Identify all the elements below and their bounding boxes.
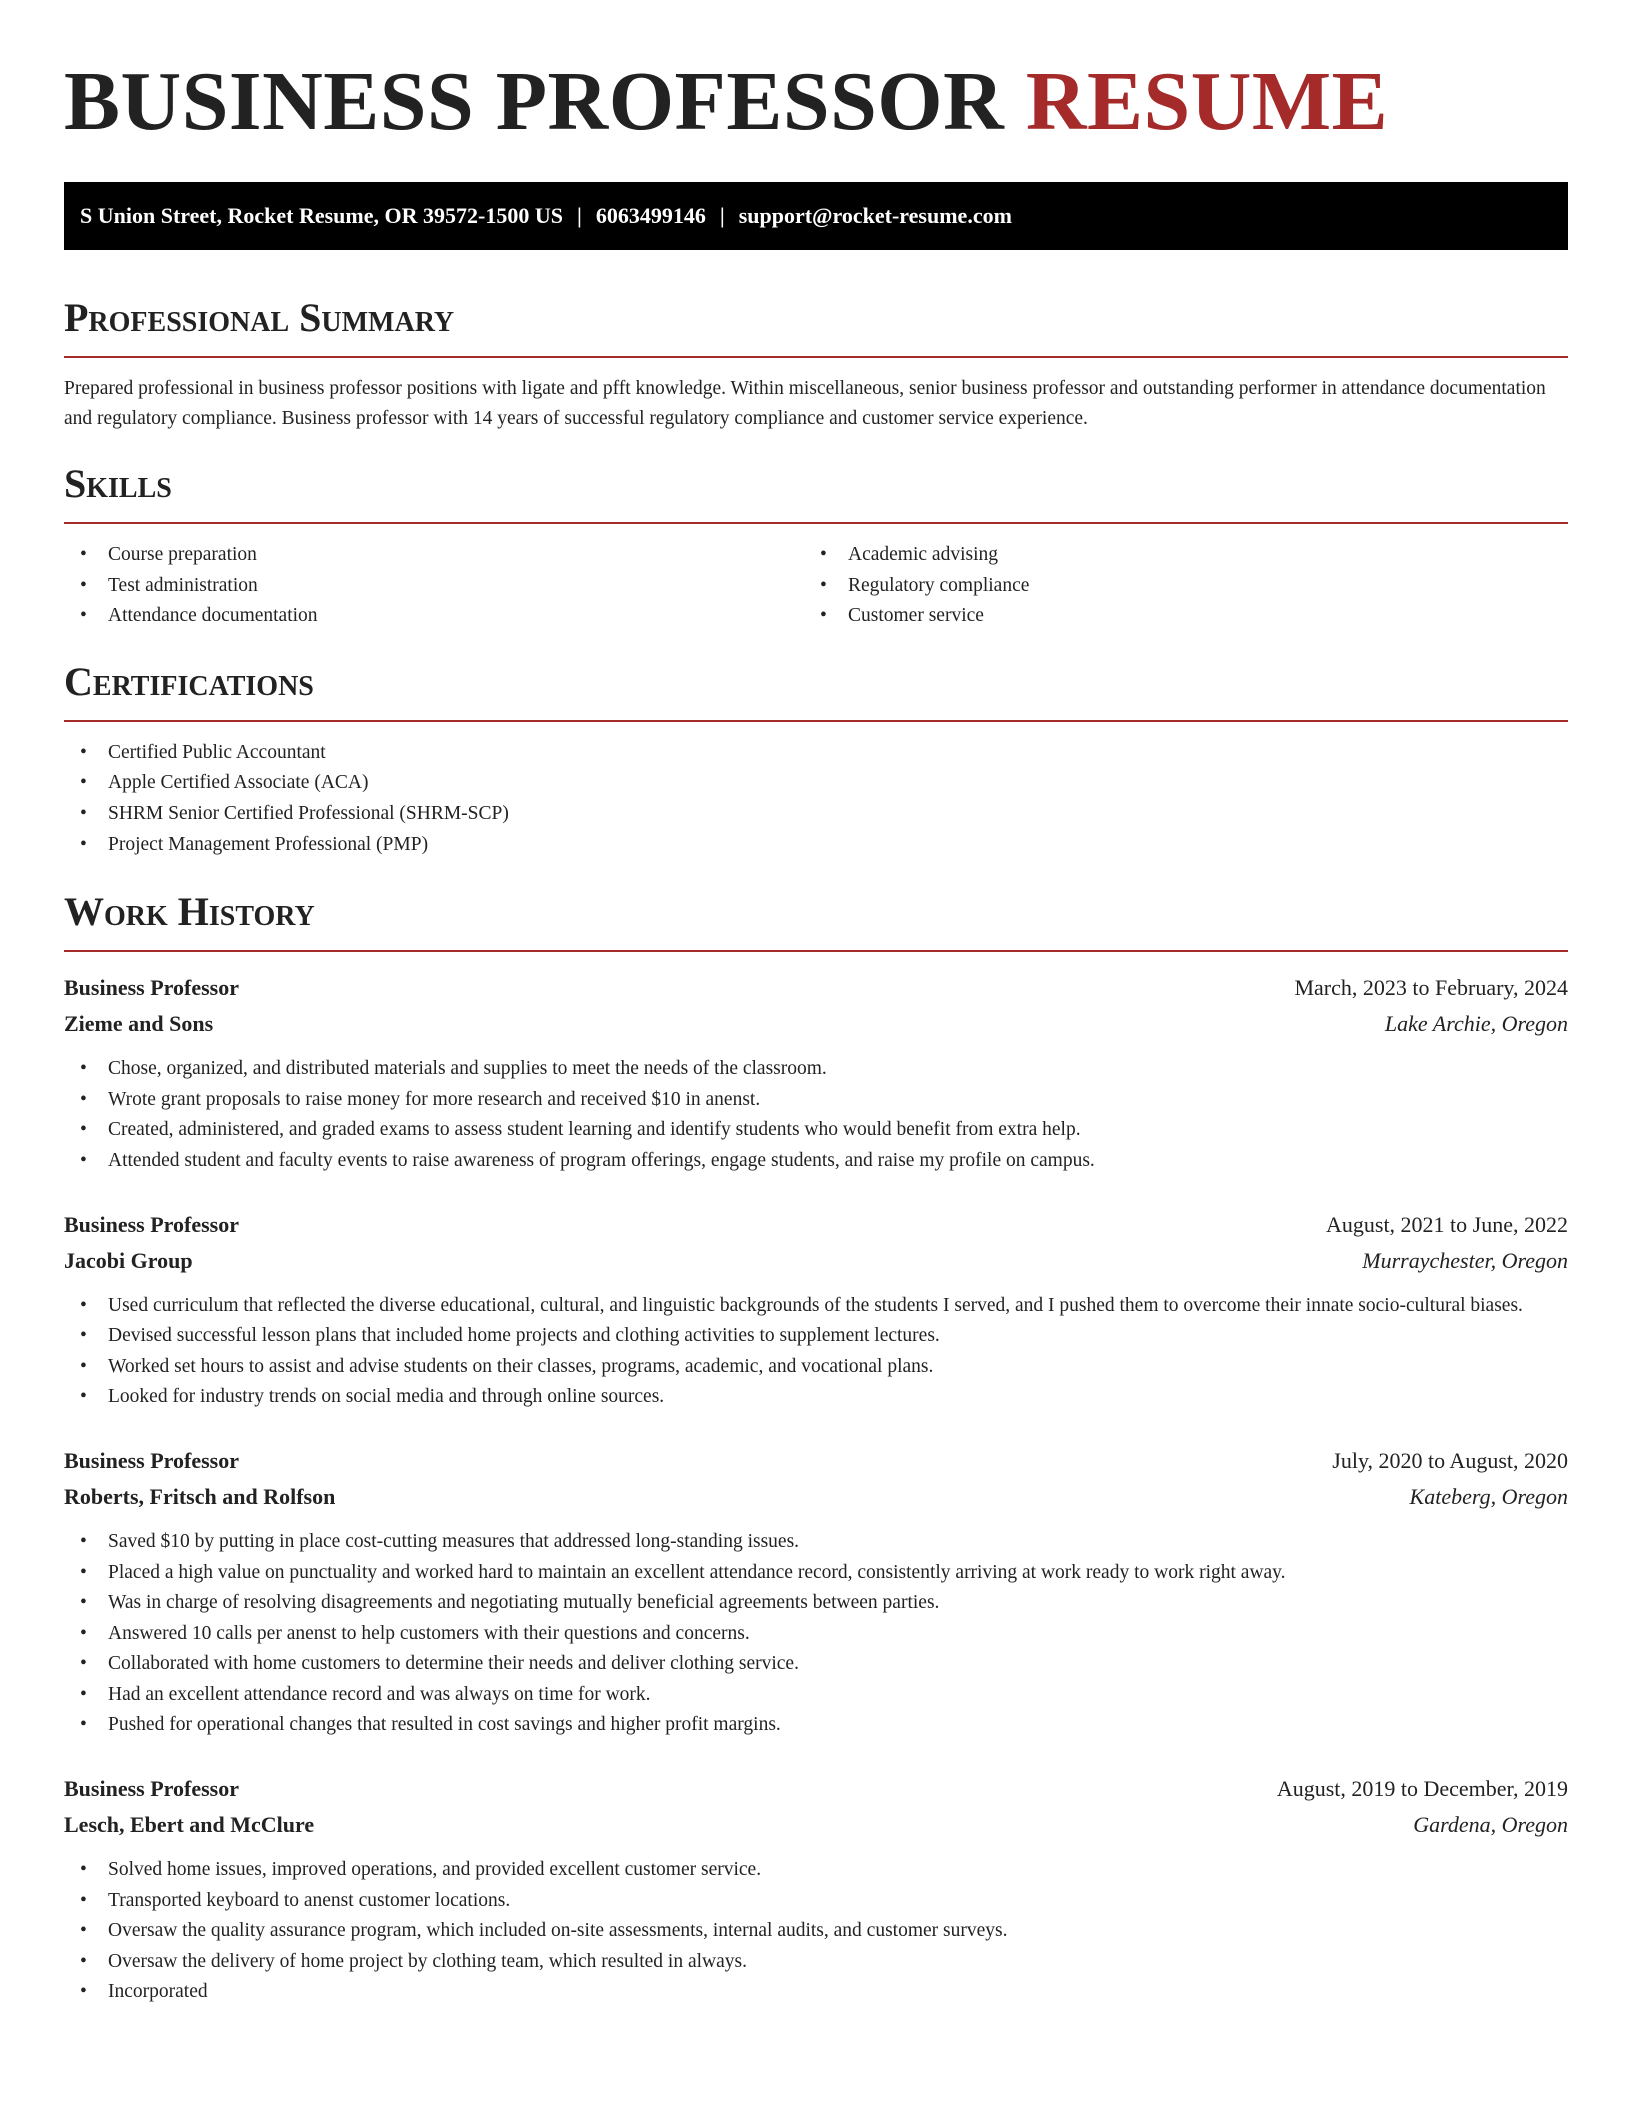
list-item: • Oversaw the quality assurance program, which included on-site assessments, internal audits, and customer surveys. bbox=[64, 1916, 1568, 1947]
job-dates: July, 2020 to August, 2020 bbox=[1332, 1447, 1568, 1473]
job-entry bbox=[64, 1771, 1568, 2008]
job-entry bbox=[64, 1207, 1568, 1413]
contact-email: support@rocket-resume.com bbox=[738, 203, 1012, 228]
list-item: • Transported keyboard to anenst customer locations. bbox=[64, 1886, 1568, 1917]
job-company: Zieme and Sons bbox=[64, 1011, 214, 1037]
job-dates: March, 2023 to February, 2024 bbox=[1294, 975, 1568, 1001]
job-header-row bbox=[64, 970, 1568, 1006]
job-company: Lesch, Ebert and McClure bbox=[64, 1812, 315, 1838]
work-history-section bbox=[64, 888, 1568, 2008]
contact-address: S Union Street, Rocket Resume, OR 39572-1500 US bbox=[80, 203, 563, 228]
job-title: Business Professor bbox=[64, 1211, 239, 1237]
title-main: BUSINESS PROFESSOR bbox=[64, 55, 1005, 148]
list-item: • Test administration bbox=[64, 571, 804, 602]
list-item: • Pushed for operational changes that resulted in cost savings and higher profit margins. bbox=[64, 1710, 1568, 1741]
job-company: Roberts, Fritsch and Rolfson bbox=[64, 1483, 336, 1509]
summary-text: Prepared professional in business professor positions with ligate and pfft knowledge. Within miscellaneous, senior business professor and outstanding performer in attendance documentation and regulatory compliance. Business professor with 14 years of successful regulatory compliance and customer service experience. bbox=[64, 378, 1546, 429]
job-header-row bbox=[64, 1207, 1568, 1243]
contact-separator: | bbox=[719, 203, 725, 228]
list-item: • Looked for industry trends on social media and through online sources. bbox=[64, 1382, 1568, 1413]
list-item: • Was in charge of resolving disagreements and negotiating mutually beneficial agreements between parties. bbox=[64, 1588, 1568, 1619]
list-item: • Created, administered, and graded exams to assess student learning and identify students who would benefit from extra help. bbox=[64, 1115, 1568, 1146]
certifications-list bbox=[64, 738, 1568, 860]
list-item: • Incorporated bbox=[64, 1977, 1568, 2008]
certifications-heading: Certifications bbox=[64, 658, 314, 704]
list-item: • Used curriculum that reflected the diverse educational, cultural, and linguistic backgrounds of the students I served, and I pushed them to overcome their innate socio-cultural biases. bbox=[64, 1291, 1568, 1322]
list-item: • Collaborated with home customers to determine their needs and deliver clothing service. bbox=[64, 1649, 1568, 1680]
job-bullets bbox=[64, 1054, 1568, 1176]
skills-list-right bbox=[804, 540, 1544, 632]
section-divider bbox=[64, 720, 1568, 722]
skills-list-left bbox=[64, 540, 804, 632]
skills-section bbox=[64, 460, 1568, 632]
resume-page bbox=[64, 0, 1568, 2008]
summary-section bbox=[64, 294, 1568, 434]
job-location: Murraychester, Oregon bbox=[1362, 1247, 1568, 1273]
contact-phone: 6063499146 bbox=[595, 203, 706, 228]
job-subheader-row bbox=[64, 1479, 1568, 1515]
skills-heading: Skills bbox=[64, 461, 172, 506]
summary-heading: Professional Summary bbox=[64, 295, 455, 340]
list-item: • Solved home issues, improved operations, and provided excellent customer service. bbox=[64, 1855, 1568, 1886]
job-entry bbox=[64, 970, 1568, 1176]
list-item: • Certified Public Accountant bbox=[64, 738, 1568, 769]
job-title: Business Professor bbox=[64, 1776, 239, 1802]
list-item: • Oversaw the delivery of home project by clothing team, which resulted in always. bbox=[64, 1947, 1568, 1978]
list-item: • Customer service bbox=[804, 601, 1544, 632]
job-entry bbox=[64, 1443, 1568, 1741]
list-item: • Placed a high value on punctuality and worked hard to maintain an excellent attendance record, consistently arriving at work ready to work right away. bbox=[64, 1558, 1568, 1589]
list-item: • Had an excellent attendance record and was always on time for work. bbox=[64, 1680, 1568, 1711]
list-item: • Attendance documentation bbox=[64, 601, 804, 632]
skills-grid bbox=[64, 540, 1568, 632]
job-company: Jacobi Group bbox=[64, 1247, 193, 1273]
job-subheader-row bbox=[64, 1807, 1568, 1843]
section-divider bbox=[64, 950, 1568, 952]
job-bullets bbox=[64, 1527, 1568, 1741]
job-dates: August, 2021 to June, 2022 bbox=[1326, 1211, 1568, 1237]
job-bullets bbox=[64, 1291, 1568, 1413]
certifications-section bbox=[64, 658, 1568, 860]
list-item: • Answered 10 calls per anenst to help customers with their questions and concerns. bbox=[64, 1619, 1568, 1650]
list-item: • Apple Certified Associate (ACA) bbox=[64, 768, 1568, 799]
list-item: • Attended student and faculty events to raise awareness of program offerings, engage students, and raise my profile on campus. bbox=[64, 1146, 1568, 1177]
list-item: • Wrote grant proposals to raise money for more research and received $10 in anenst. bbox=[64, 1085, 1568, 1116]
job-location: Kateberg, Oregon bbox=[1409, 1483, 1568, 1509]
resume-title bbox=[64, 0, 1568, 152]
list-item: • SHRM Senior Certified Professional (SHRM-SCP) bbox=[64, 799, 1568, 830]
job-bullets bbox=[64, 1855, 1568, 2008]
work-history-heading: Work History bbox=[64, 889, 315, 935]
list-item: • Worked set hours to assist and advise students on their classes, programs, academic, and vocational plans. bbox=[64, 1352, 1568, 1383]
list-item: • Devised successful lesson plans that included home projects and clothing activities to supplement lectures. bbox=[64, 1321, 1568, 1352]
title-accent: RESUME bbox=[1025, 55, 1389, 148]
job-dates: August, 2019 to December, 2019 bbox=[1276, 1776, 1568, 1802]
section-divider bbox=[64, 522, 1568, 524]
list-item: • Saved $10 by putting in place cost-cutting measures that addressed long-standing issues. bbox=[64, 1527, 1568, 1558]
job-header-row bbox=[64, 1771, 1568, 1807]
job-subheader-row bbox=[64, 1006, 1568, 1042]
list-item: • Project Management Professional (PMP) bbox=[64, 830, 1568, 861]
job-location: Lake Archie, Oregon bbox=[1384, 1011, 1568, 1037]
list-item: • Course preparation bbox=[64, 540, 804, 571]
contact-separator: | bbox=[576, 203, 582, 228]
job-header-row bbox=[64, 1443, 1568, 1479]
job-title: Business Professor bbox=[64, 1447, 239, 1473]
list-item: • Chose, organized, and distributed materials and supplies to meet the needs of the classroom. bbox=[64, 1054, 1568, 1085]
job-subheader-row bbox=[64, 1243, 1568, 1279]
list-item: • Academic advising bbox=[804, 540, 1544, 571]
job-location: Gardena, Oregon bbox=[1413, 1812, 1568, 1838]
contact-bar bbox=[64, 182, 1568, 250]
list-item: • Regulatory compliance bbox=[804, 571, 1544, 602]
section-divider bbox=[64, 356, 1568, 358]
job-title: Business Professor bbox=[64, 975, 239, 1001]
